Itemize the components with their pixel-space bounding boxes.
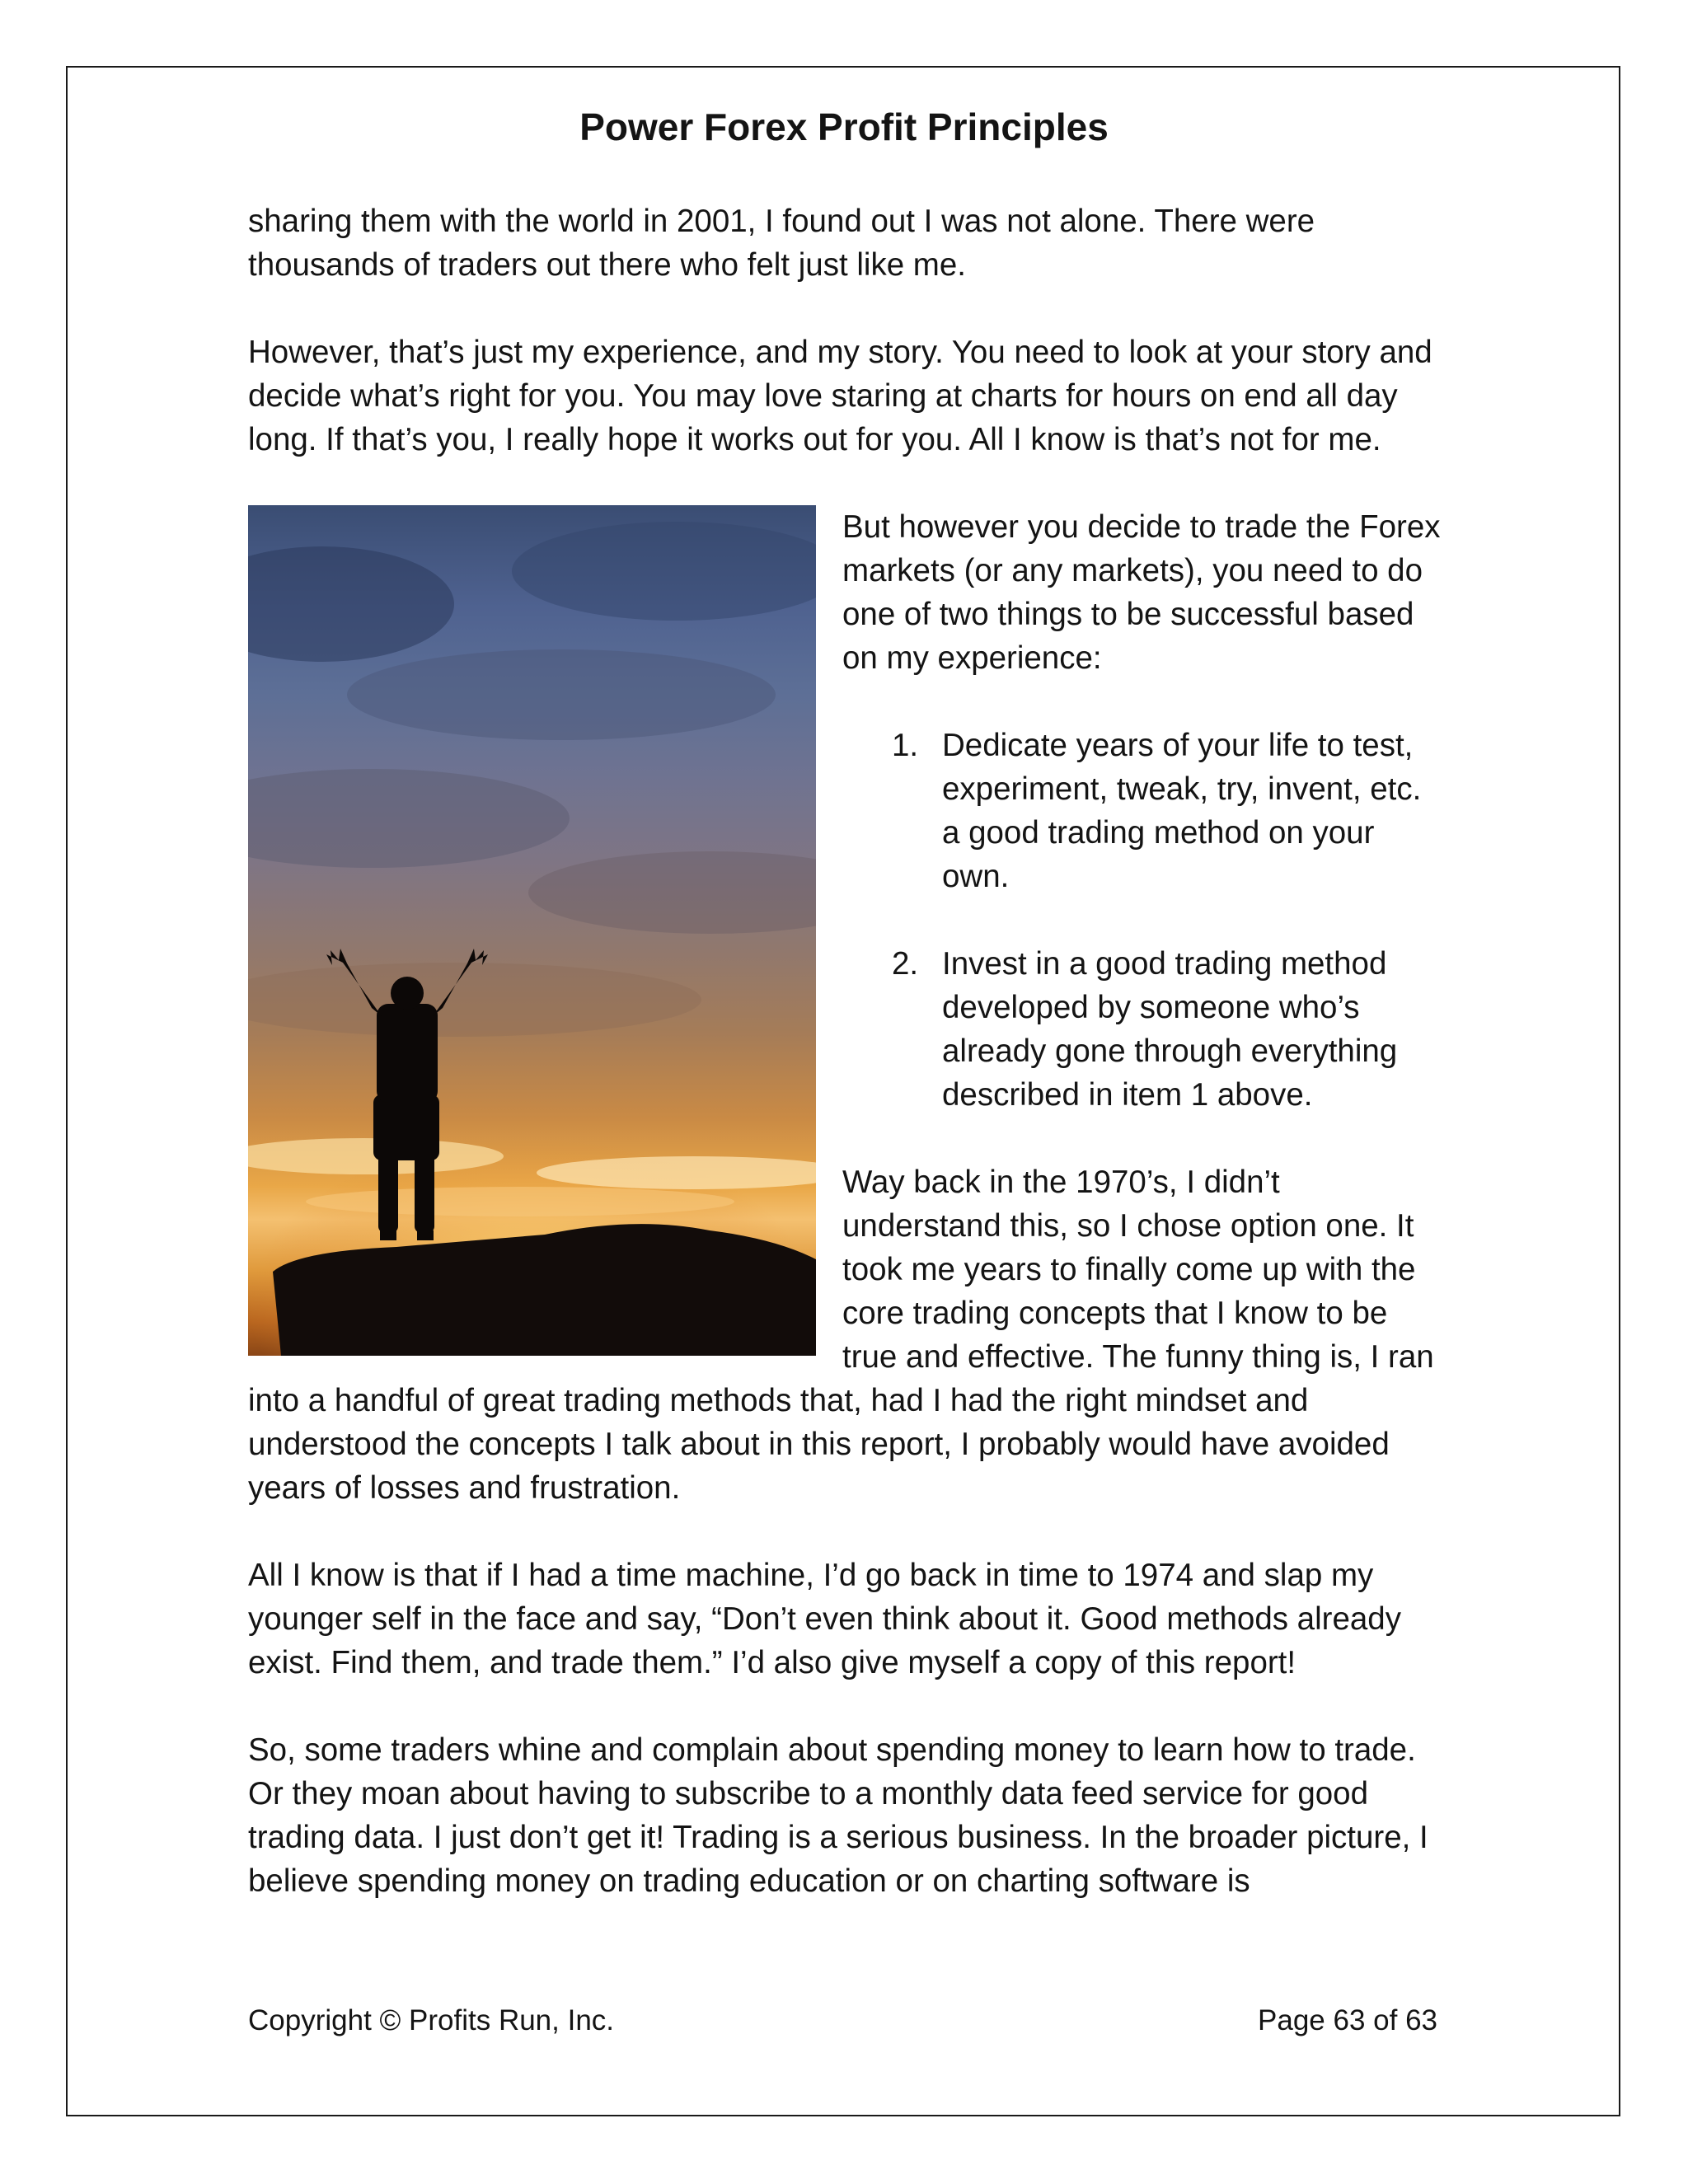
document-title: Power Forex Profit Principles [579,105,1109,148]
list-item [842,942,1447,1117]
paragraph-5: All I know is that if I had a time machine, I’d go back in time to 1974 and slap my younger self in the face and say, “Don’t even think about it. Good methods already exist. Find them, and trade them.” I’d also give myself a copy of this report! [248,1558,1401,1680]
paragraph-2 [248,330,1447,462]
options-list [842,724,1447,1117]
sunset-silhouette-photo [248,505,816,1356]
paragraph-4: Way back in the 1970’s, I didn’t understand this, so I chose option one. It took me years to finally come up with the core trading concepts that I know to be true and effective. The funny thing is, I ran into a handful of great trading methods that, had I had the right mindset and understood the concepts I talk about in this report, I probably would have avoided years of losses and frustration. [248,1165,1434,1506]
paragraph-3: But however you decide to trade the Forex markets (or any markets), you need to do one of two things to be successful based on my experience: [842,509,1441,676]
paragraph-6: So, some traders whine and complain about spending money to learn how to trade. Or they moan about having to subscribe to a monthly data feed service for good trading data. I just don’t get it! Trading is a serious business. In the broader picture, I believe spending money on trading education or on charting software is [248,1732,1428,1899]
paragraph-1: sharing them with the world in 2001, I found out I was not alone. There were thousands of traders out there who felt just like me. [248,204,1315,283]
list-item [842,724,1447,898]
photo-illustration [248,505,816,1356]
footer-page-number: Page 63 of 63 [1258,2004,1437,2036]
footer-copyright: Copyright © Profits Run, Inc. [248,2004,615,2036]
list-item-number: 1. [892,728,919,763]
paragraph-2-text: However, that’s just my experience, and my story. You need to look at your story and decide what’s right for you. You may love staring at charts for hours on end all day long. If that’s you, I really hope it works out for you. All I know is that’s not for me. [248,335,1432,457]
document-body [248,199,1447,1947]
list-item-text: Dedicate years of your life to test, experiment, tweak, try, invent, etc. a good trading method on your own. [942,728,1422,894]
list-item-number: 2. [892,946,919,982]
list-item-text: Invest in a good trading method developed by someone who’s already gone through everything described in item 1 above. [942,946,1398,1113]
